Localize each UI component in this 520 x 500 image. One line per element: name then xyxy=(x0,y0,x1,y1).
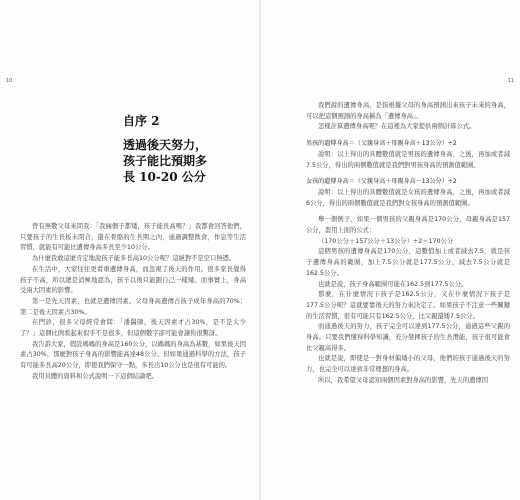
paragraph: 第一是先天因素，也就是遺傳因素。父母身高遺傳占孩子成年身高的70%；第二是後天因素占30%。 xyxy=(20,297,246,316)
paragraph: 所以，我希望父母認知兩個因素對身高的影響，先天的遺傳因 xyxy=(318,376,489,384)
left-page xyxy=(0,0,259,500)
left-body-text xyxy=(20,222,246,383)
paragraph: 怎樣計算遺傳身高呢？在這裡為大家提供兩個計算公式。 xyxy=(318,123,476,131)
paragraph: 我用具體的資料和公式說明一下這個結論吧。 xyxy=(32,372,158,380)
paragraph: 我告訴大家，假設媽媽的身高是160公分，以媽媽的身高為基數，如果後天因素占30%，那麼對孩子身高的影響能高達48公分。但如果通過科學的方法，孩子有可能多長高20公分，即使我們保守一點，多長出10公分也是很有可能的。 xyxy=(20,340,246,370)
heading-line-2: 透過後天努力， xyxy=(123,138,208,152)
heading-line-1: 自序 2 xyxy=(123,114,160,128)
page-number-right: 11 xyxy=(507,78,514,84)
formula-male: 男孩的遺傳身高＝（父親身高＋母親身高＋13公分）÷2 xyxy=(306,140,457,148)
paragraph: 而通過後天的努力，孩子完全可以達到177.5公分，通過這些父親的身高。只要我們懂得科學知識，充分發揮孩子的生長潛能，孩子很可能會比父親高得多。 xyxy=(306,323,510,352)
preface-heading xyxy=(123,113,241,185)
paragraph: 那麼，在什麼情況下孩子是162.5公分，又在什麼情況下孩子是177.5公分呢？這就要靠後天的努力來決定了。如果孩子不注意一些關鍵的生活習慣，很有可能只有162.5公分，比父親還矮7.5公分。 xyxy=(306,291,510,320)
paragraph: 這個男孩的遺傳身高是170公分，這數值加上或者減去7.5，就是孩子遺傳身高的範圍，加上7.5公分就是177.5公分，減去7.5公分就是162.5公分。 xyxy=(306,248,510,277)
paragraph: 曾有無數父母來問我：「我倆個子都矮，孩子能長高嗎？」我都會回答他們，只要孩子的生長板未閉合，還在骨骼的生長期之內，通過調整飲食，作息等生活習慣，就能有可能比遺傳身高多長至少10公分。 xyxy=(20,223,246,252)
heading-line-4: 長 10-20 公分 xyxy=(123,170,206,184)
paragraph: 我們說的遺傳身高，是指根據父母的身高預測出來孩子未來的身高，可以把這個預測的身高稱為「遺傳身高」。 xyxy=(306,102,510,120)
formula-female-explanation: 說明：以上得出的具體數值就是女孩的遺傳身高，之後，再加或者減6公分，得出的兩個數值就是我們對女孩身高的預測值範圍。 xyxy=(306,188,510,207)
paragraph: 也就是說，孩子身高範圍可能在162.5到177.5公分。 xyxy=(318,280,468,288)
paragraph: 舉一個例子，如果一個男孩的父親身高是170公分，母親身高是157公分，套用上面的公式： xyxy=(306,216,510,235)
example-calculation: （170公分＋157公分＋13公分）÷2＝170公分 xyxy=(318,237,454,245)
paragraph: 為什麼我敢這麼肯定地說孩子能多長高10公分呢？這絕對不是空口無憑。 xyxy=(32,255,236,263)
page-number-left: 10 xyxy=(6,78,13,84)
heading-line-3: 孩子能比預期多 xyxy=(123,154,208,168)
paragraph: 在生活中，大家往往更看重遺傳身高，而忽視了後天的作用。很多家長覺得孩子不高，所以總是消極地認為，孩子以後只能跟自己一樣矮。而事實上，身高受兩大因素的影響。 xyxy=(20,265,246,295)
right-body-text xyxy=(306,101,510,387)
paragraph: 也就是說，即使是一對身材偏矮小的父母，他們的孩子通過後天的努力，也完全可以達到非常理想的身高。 xyxy=(306,355,510,374)
paragraph: 在門診，很多父母經常會問：「潘醫師，後天因素才占30%，是不是太少了？」這個比例看起來似乎不是很多，但這個數字卻可能會讓你很驚訝。 xyxy=(20,319,246,338)
formula-male-explanation: 說明：以上得出的具體數值就是男孩的遺傳身高，之後，再加或者減7.5公分，得出的兩個數值就是我們對男孩身高的預測值範圍。 xyxy=(306,150,510,169)
formula-female: 女孩的遺傳身高＝（父親身高＋母親身高－13公分）÷2 xyxy=(306,178,457,186)
